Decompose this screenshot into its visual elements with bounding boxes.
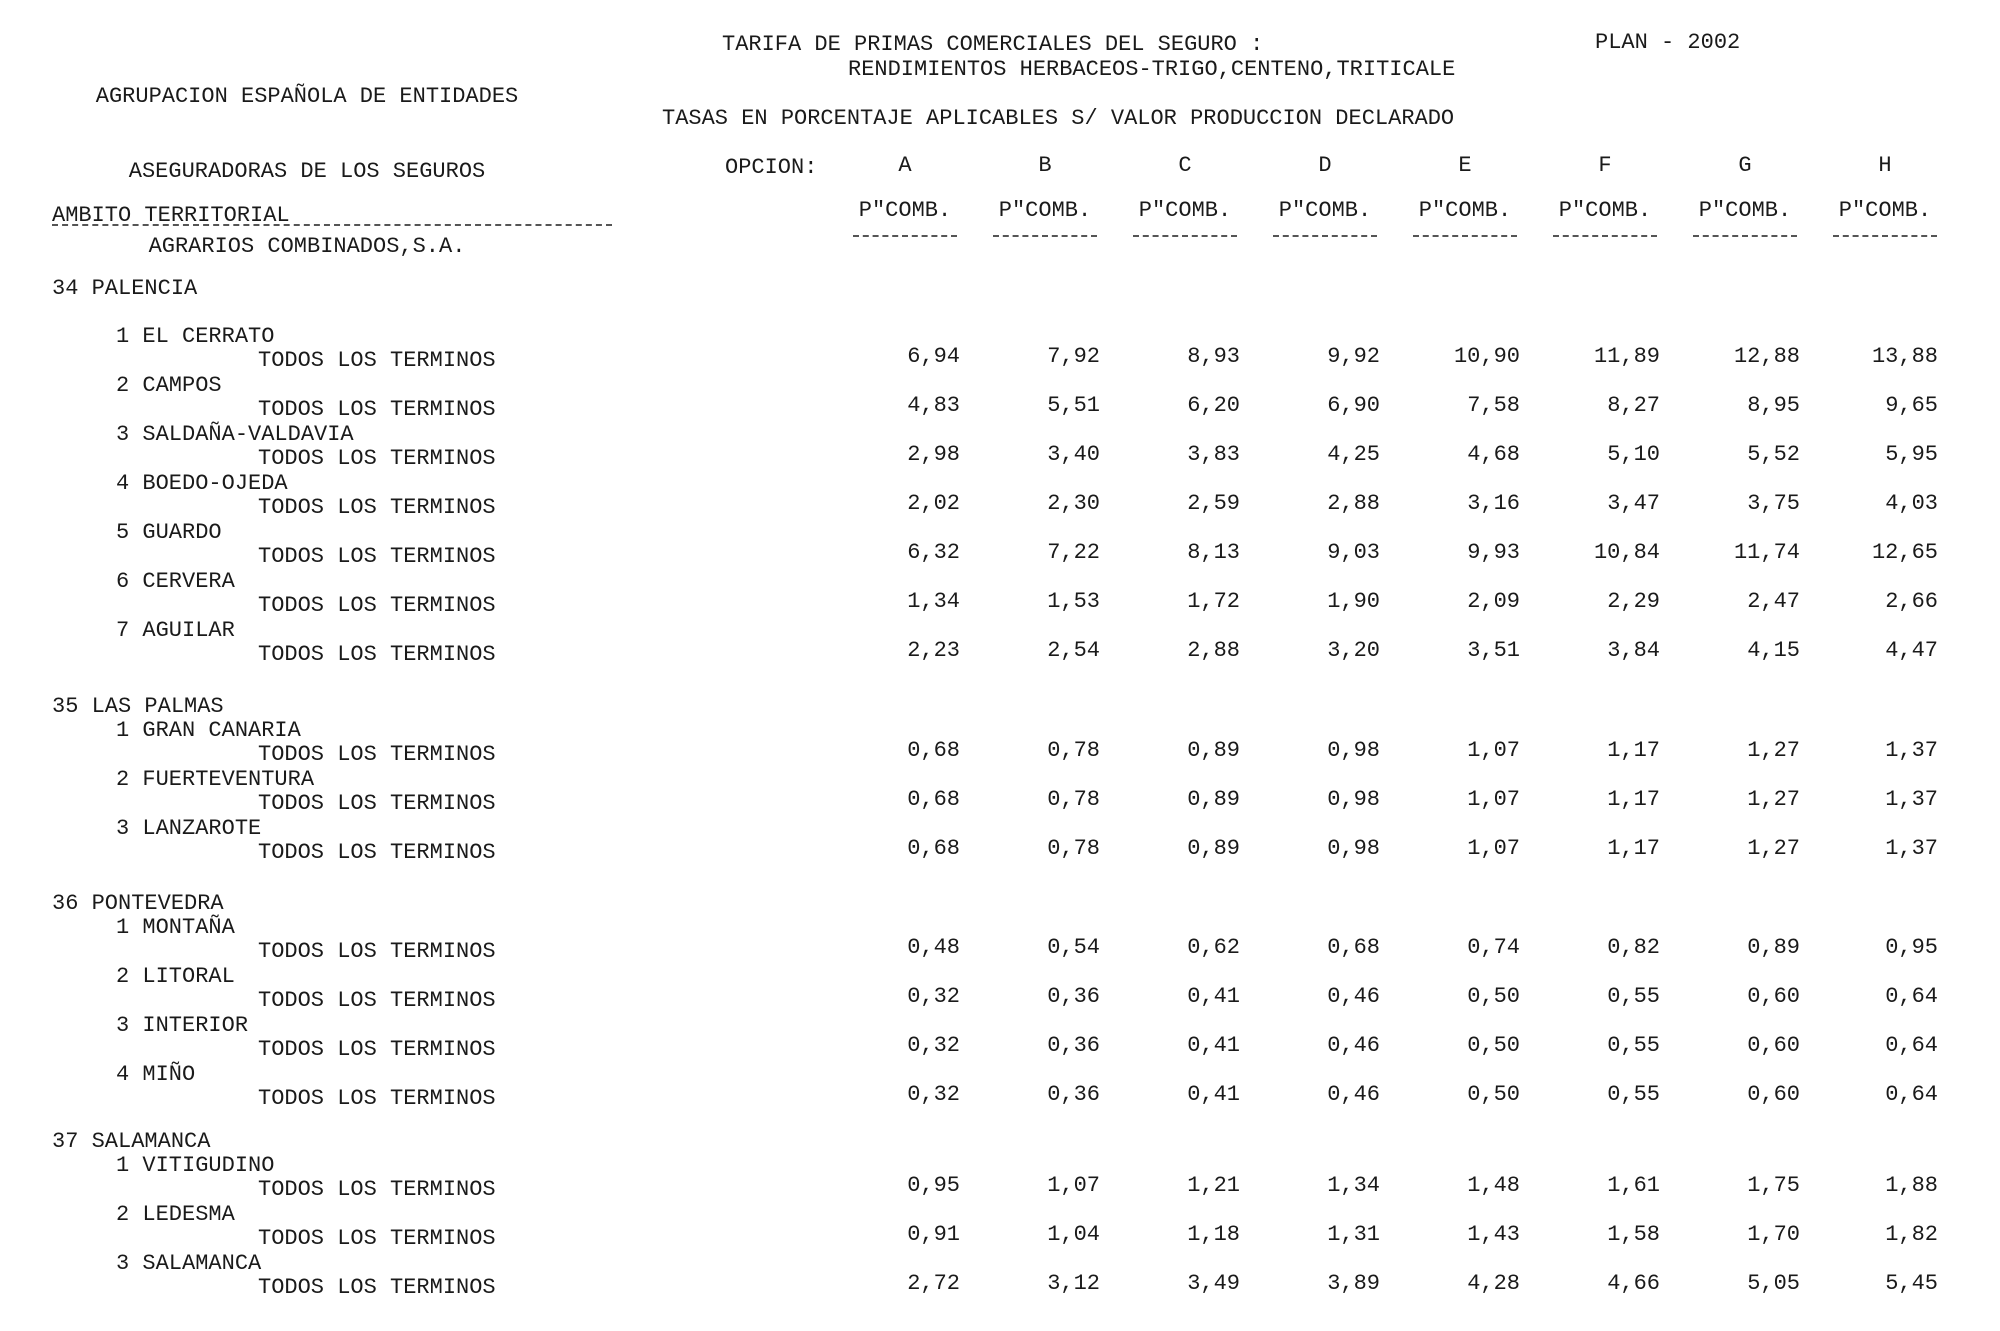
zone-name: 1 EL CERRATO [116,324,275,349]
rate-value: 0,41 [1187,1082,1240,1107]
rate-value: 0,50 [1467,1033,1520,1058]
rate-value: 0,98 [1327,836,1380,861]
rate-value: 1,90 [1327,589,1380,614]
column-underline [1833,235,1937,237]
header-divider [52,224,612,226]
rate-value: 8,93 [1187,344,1240,369]
term-label: TODOS LOS TERMINOS [258,840,496,865]
rate-value: 1,72 [1187,589,1240,614]
rate-value: 2,09 [1467,589,1520,614]
rate-value: 11,89 [1593,344,1660,369]
rate-value: 1,48 [1467,1173,1520,1198]
rate-value: 0,32 [907,984,960,1009]
province-name: 35 LAS PALMAS [52,694,224,719]
rate-value: 0,36 [1047,984,1100,1009]
rate-value: 9,65 [1885,393,1938,418]
zone-name: 3 SALAMANCA [116,1251,262,1276]
zone-name: 2 FUERTEVENTURA [116,767,315,792]
term-label: TODOS LOS TERMINOS [258,495,496,520]
rate-value: 0,98 [1327,787,1380,812]
rate-value: 1,27 [1747,787,1800,812]
document-subtitle: RENDIMIENTOS HERBACEOS-TRIGO,CENTENO,TRITICALE [848,57,1456,82]
option-header-d: D [1318,153,1332,178]
term-label: TODOS LOS TERMINOS [258,988,496,1013]
rate-value: 0,48 [907,935,960,960]
rate-value: 0,60 [1747,1082,1800,1107]
rate-value: 3,16 [1467,491,1520,516]
premium-column-header: P"COMB. [1558,198,1652,223]
term-label: TODOS LOS TERMINOS [258,397,496,422]
zone-name: 2 LEDESMA [116,1202,235,1227]
rate-value: 2,59 [1187,491,1240,516]
rate-value: 0,41 [1187,1033,1240,1058]
rate-value: 0,95 [907,1173,960,1198]
rate-value: 2,88 [1187,638,1240,663]
term-label: TODOS LOS TERMINOS [258,939,496,964]
rate-value: 5,51 [1047,393,1100,418]
zone-name: 3 SALDAÑA-VALDAVIA [116,422,354,447]
premium-column-header: P"COMB. [1698,198,1792,223]
zone-name: 2 CAMPOS [116,373,222,398]
term-label: TODOS LOS TERMINOS [258,544,496,569]
rate-value: 2,98 [907,442,960,467]
rate-value: 0,46 [1327,1033,1380,1058]
rate-value: 0,41 [1187,984,1240,1009]
province-name: 37 SALAMANCA [52,1129,211,1154]
rate-value: 4,28 [1467,1271,1520,1296]
rate-value: 9,92 [1327,344,1380,369]
rate-value: 0,64 [1885,1033,1938,1058]
zone-name: 6 CERVERA [116,569,235,594]
rate-value: 12,65 [1871,540,1938,565]
rate-value: 0,55 [1607,1033,1660,1058]
rate-value: 3,83 [1187,442,1240,467]
rate-value: 4,25 [1327,442,1380,467]
premium-column-header: P"COMB. [858,198,952,223]
option-label: OPCION: [725,155,818,180]
rate-value: 0,64 [1885,1082,1938,1107]
rate-value: 4,03 [1885,491,1938,516]
rate-value: 0,68 [907,738,960,763]
rate-value: 6,20 [1187,393,1240,418]
rate-value: 0,89 [1187,738,1240,763]
rate-value: 0,46 [1327,984,1380,1009]
rate-value: 11,74 [1733,540,1800,565]
plan-label: PLAN - 2002 [1595,30,1741,55]
rate-value: 0,68 [1327,935,1380,960]
rate-value: 1,18 [1187,1222,1240,1247]
column-underline [1273,235,1377,237]
rate-value: 3,49 [1187,1271,1240,1296]
rate-value: 9,93 [1467,540,1520,565]
rate-value: 0,91 [907,1222,960,1247]
rate-value: 1,27 [1747,836,1800,861]
rate-value: 1,34 [1327,1173,1380,1198]
rate-value: 0,32 [907,1082,960,1107]
term-label: TODOS LOS TERMINOS [258,1037,496,1062]
zone-name: 4 MIÑO [116,1062,196,1087]
org-line: AGRUPACION ESPAÑOLA DE ENTIDADES [95,84,519,109]
option-header-f: F [1598,153,1612,178]
rate-value: 1,75 [1747,1173,1800,1198]
term-label: TODOS LOS TERMINOS [258,1086,496,1111]
rate-value: 5,10 [1607,442,1660,467]
rate-value: 2,02 [907,491,960,516]
rate-value: 0,55 [1607,984,1660,1009]
zone-name: 3 INTERIOR [116,1013,249,1038]
province-name: 36 PONTEVEDRA [52,891,224,916]
term-label: TODOS LOS TERMINOS [258,446,496,471]
rate-value: 3,51 [1467,638,1520,663]
org-line: AGRARIOS COMBINADOS,S.A. [148,234,466,259]
option-header-e: E [1458,153,1472,178]
rate-value: 1,53 [1047,589,1100,614]
rate-value: 10,90 [1453,344,1520,369]
rate-value: 10,84 [1593,540,1660,565]
term-label: TODOS LOS TERMINOS [258,742,496,767]
zone-name: 4 BOEDO-OJEDA [116,471,288,496]
rate-value: 0,82 [1607,935,1660,960]
rate-value: 1,07 [1467,836,1520,861]
rate-value: 12,88 [1733,344,1800,369]
rate-value: 0,36 [1047,1082,1100,1107]
premium-column-header: P"COMB. [1838,198,1932,223]
option-header-a: A [898,153,912,178]
rate-value: 1,61 [1607,1173,1660,1198]
rate-value: 0,68 [907,836,960,861]
rate-value: 0,78 [1047,738,1100,763]
rate-value: 1,70 [1747,1222,1800,1247]
rate-value: 2,66 [1885,589,1938,614]
rate-value: 3,12 [1047,1271,1100,1296]
rate-value: 4,83 [907,393,960,418]
rate-value: 1,82 [1885,1222,1938,1247]
rate-value: 2,29 [1607,589,1660,614]
rate-value: 0,55 [1607,1082,1660,1107]
option-header-b: B [1038,153,1052,178]
term-label: TODOS LOS TERMINOS [258,1226,496,1251]
term-label: TODOS LOS TERMINOS [258,1177,496,1202]
rate-value: 1,07 [1047,1173,1100,1198]
province-name: 34 PALENCIA [52,276,198,301]
rate-value: 1,37 [1885,787,1938,812]
rate-value: 1,07 [1467,738,1520,763]
term-label: TODOS LOS TERMINOS [258,593,496,618]
rate-value: 2,88 [1327,491,1380,516]
rate-value: 8,95 [1747,393,1800,418]
rate-value: 0,64 [1885,984,1938,1009]
column-underline [1413,235,1517,237]
rates-description: TASAS EN PORCENTAJE APLICABLES S/ VALOR PRODUCCION DECLARADO [662,106,1455,131]
rate-value: 1,07 [1467,787,1520,812]
rate-value: 3,84 [1607,638,1660,663]
column-underline [1693,235,1797,237]
rate-value: 0,74 [1467,935,1520,960]
rate-value: 1,37 [1885,738,1938,763]
rate-value: 6,94 [907,344,960,369]
rate-value: 1,34 [907,589,960,614]
rate-value: 7,58 [1467,393,1520,418]
term-label: TODOS LOS TERMINOS [258,642,496,667]
rate-value: 0,50 [1467,1082,1520,1107]
rate-value: 5,52 [1747,442,1800,467]
rate-value: 0,62 [1187,935,1240,960]
rate-value: 1,17 [1607,787,1660,812]
rate-value: 8,27 [1607,393,1660,418]
rate-value: 0,68 [907,787,960,812]
rate-value: 1,04 [1047,1222,1100,1247]
rate-value: 0,54 [1047,935,1100,960]
rate-value: 3,47 [1607,491,1660,516]
term-label: TODOS LOS TERMINOS [258,791,496,816]
rate-value: 2,54 [1047,638,1100,663]
zone-name: 2 LITORAL [116,964,235,989]
zone-name: 3 LANZAROTE [116,816,262,841]
rate-value: 1,43 [1467,1222,1520,1247]
zone-name: 1 GRAN CANARIA [116,718,301,743]
rate-value: 1,27 [1747,738,1800,763]
rate-value: 1,58 [1607,1222,1660,1247]
rate-value: 0,78 [1047,787,1100,812]
zone-name: 1 MONTAÑA [116,915,235,940]
rate-value: 0,36 [1047,1033,1100,1058]
rate-value: 13,88 [1871,344,1938,369]
zone-name: 5 GUARDO [116,520,222,545]
option-header-h: H [1878,153,1892,178]
rate-value: 3,40 [1047,442,1100,467]
rate-value: 3,75 [1747,491,1800,516]
term-label: TODOS LOS TERMINOS [258,348,496,373]
rate-value: 6,90 [1327,393,1380,418]
rate-value: 0,50 [1467,984,1520,1009]
rate-value: 2,23 [907,638,960,663]
rate-value: 0,60 [1747,1033,1800,1058]
rate-value: 0,89 [1747,935,1800,960]
rate-value: 5,05 [1747,1271,1800,1296]
rate-value: 8,13 [1187,540,1240,565]
rate-value: 1,31 [1327,1222,1380,1247]
column-underline [1553,235,1657,237]
rate-value: 0,78 [1047,836,1100,861]
premium-column-header: P"COMB. [998,198,1092,223]
rate-value: 0,89 [1187,787,1240,812]
rate-value: 2,72 [907,1271,960,1296]
rate-value: 2,30 [1047,491,1100,516]
rate-value: 3,20 [1327,638,1380,663]
rate-value: 0,89 [1187,836,1240,861]
rate-value: 6,32 [907,540,960,565]
column-underline [993,235,1097,237]
option-header-g: G [1738,153,1752,178]
org-line: ASEGURADORAS DE LOS SEGUROS [128,159,486,184]
rate-value: 2,47 [1747,589,1800,614]
rate-value: 1,88 [1885,1173,1938,1198]
document-title: TARIFA DE PRIMAS COMERCIALES DEL SEGURO : [722,32,1264,57]
premium-column-header: P"COMB. [1138,198,1232,223]
rate-value: 1,37 [1885,836,1938,861]
rate-value: 1,17 [1607,836,1660,861]
rate-value: 0,98 [1327,738,1380,763]
rate-value: 9,03 [1327,540,1380,565]
option-header-c: C [1178,153,1192,178]
rate-value: 7,92 [1047,344,1100,369]
rate-value: 7,22 [1047,540,1100,565]
rate-value: 4,15 [1747,638,1800,663]
zone-name: 7 AGUILAR [116,618,235,643]
rate-value: 0,32 [907,1033,960,1058]
term-label: TODOS LOS TERMINOS [258,1275,496,1300]
rate-value: 5,45 [1885,1271,1938,1296]
rate-value: 1,17 [1607,738,1660,763]
rate-value: 0,60 [1747,984,1800,1009]
rate-value: 5,95 [1885,442,1938,467]
organization-name [52,34,562,284]
territory-header: AMBITO TERRITORIAL [52,203,290,228]
rate-value: 0,95 [1885,935,1938,960]
premium-column-header: P"COMB. [1278,198,1372,223]
rate-value: 0,46 [1327,1082,1380,1107]
rate-value: 1,21 [1187,1173,1240,1198]
rate-value: 4,47 [1885,638,1938,663]
zone-name: 1 VITIGUDINO [116,1153,275,1178]
column-underline [1133,235,1237,237]
premium-column-header: P"COMB. [1418,198,1512,223]
rate-value: 3,89 [1327,1271,1380,1296]
column-underline [853,235,957,237]
rate-value: 4,68 [1467,442,1520,467]
rate-value: 4,66 [1607,1271,1660,1296]
